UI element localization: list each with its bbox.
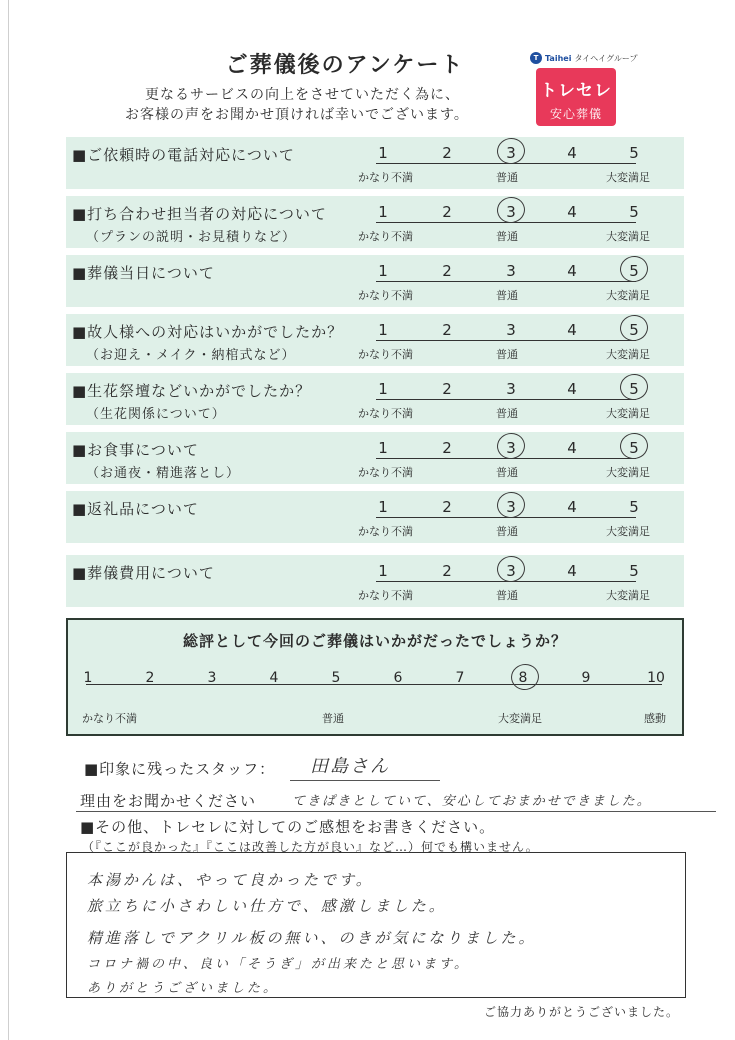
rating-option-5[interactable]: 5 (629, 498, 639, 516)
taihei-mark-icon: T (530, 52, 542, 64)
rating-option-2[interactable]: 2 (442, 144, 452, 162)
rating-option-3[interactable]: 3 (506, 380, 516, 398)
other-label: ■その他、トレセレに対してのご感想をお書きください。 (80, 818, 496, 836)
brand-group-name: タイヘイグループ (574, 53, 638, 63)
rating-option-4[interactable]: 4 (567, 439, 577, 457)
rating-option-1[interactable]: 1 (378, 144, 388, 162)
rating-option-4[interactable]: 4 (567, 321, 577, 339)
survey-title: ご葬儀後のアンケート (225, 53, 465, 78)
page-edge (8, 0, 9, 1040)
rating-option-3[interactable]: 3 (506, 498, 516, 516)
selected-rating-circle (618, 431, 650, 461)
question-title: ■返礼品について (72, 500, 199, 518)
rating-option-5[interactable]: 5 (629, 562, 639, 580)
overall-label-mid: 普通 (322, 712, 344, 725)
overall-option-7[interactable]: 7 (455, 670, 465, 686)
selected-rating-circle (495, 136, 527, 166)
question-title: ■お食事について (72, 441, 199, 459)
staff-underline (290, 780, 440, 781)
rating-option-3[interactable]: 3 (506, 321, 516, 339)
rating-option-2[interactable]: 2 (442, 203, 452, 221)
overall-title: 総評として今回のご葬儀はいかがだったでしょうか？ (182, 632, 567, 650)
overall-option-10[interactable]: 10 (647, 670, 665, 686)
scale-label-low: かなり不満 (358, 589, 413, 602)
rating-option-4[interactable]: 4 (567, 498, 577, 516)
overall-option-3[interactable]: 3 (207, 670, 217, 686)
selected-rating-circle (618, 313, 650, 343)
rating-option-4[interactable]: 4 (567, 203, 577, 221)
rating-option-3[interactable]: 3 (506, 439, 516, 457)
selected-rating-circle (618, 254, 650, 284)
rating-option-5[interactable]: 5 (629, 439, 639, 457)
scale-label-mid: 普通 (496, 230, 518, 243)
rating-option-4[interactable]: 4 (567, 380, 577, 398)
scale-line (376, 399, 636, 400)
question-title: ■故人様への対応はいかがでしたか？ (72, 323, 344, 341)
question-subtitle: （プランの説明・お見積りなど） (86, 230, 297, 245)
overall-option-8[interactable]: 8 (518, 670, 528, 686)
selected-rating-circle (495, 195, 527, 225)
rating-option-3[interactable]: 3 (506, 562, 516, 580)
brand-group (530, 52, 645, 64)
question-row (66, 137, 684, 189)
rating-option-1[interactable]: 1 (378, 262, 388, 280)
rating-option-1[interactable]: 1 (378, 380, 388, 398)
question-subtitle: （お通夜・精進落とし） (86, 466, 241, 481)
overall-option-4[interactable]: 4 (269, 670, 279, 686)
rating-option-1[interactable]: 1 (378, 321, 388, 339)
selected-rating-circle (495, 554, 527, 584)
reason-underline (76, 811, 716, 812)
rating-option-1[interactable]: 1 (378, 439, 388, 457)
selected-rating-circle (495, 490, 527, 520)
comment-line: コロナ禍の中、良い「そうぎ」が出来たと思います。 (87, 957, 470, 972)
comment-line: 精進落しでアクリル板の無い、のきが気になりました。 (87, 929, 537, 947)
rating-option-5[interactable]: 5 (629, 380, 639, 398)
question-row (66, 196, 684, 248)
intro-line-2: お客様の声をお聞かせ頂ければ幸いでございます。 (125, 107, 469, 123)
overall-option-2[interactable]: 2 (145, 670, 155, 686)
scale-label-low: かなり不満 (358, 230, 413, 243)
reason-label: 理由をお聞かせください (80, 792, 257, 810)
rating-option-4[interactable]: 4 (567, 262, 577, 280)
scale-label-high: 大変満足 (606, 171, 650, 184)
overall-rating-box (66, 618, 684, 736)
staff-name: 田島さん (310, 756, 390, 777)
scale-label-low: かなり不満 (358, 348, 413, 361)
overall-option-1[interactable]: 1 (83, 670, 93, 686)
scale-label-low: かなり不満 (358, 171, 413, 184)
comment-line: ありがとうございました。 (87, 981, 280, 996)
reason-text: てきぱきとしていて、安心しておまかせできました。 (292, 794, 652, 809)
scale-label-high: 大変満足 (606, 348, 650, 361)
question-row (66, 373, 684, 425)
overall-option-6[interactable]: 6 (393, 670, 403, 686)
other-note: （『ここが良かった』『ここは改善した方が良い』など…）何でも構いません。 (82, 840, 539, 854)
rating-option-5[interactable]: 5 (629, 144, 639, 162)
brand-box (536, 68, 616, 126)
scale-label-mid: 普通 (496, 466, 518, 479)
rating-option-5[interactable]: 5 (629, 262, 639, 280)
overall-label-high: 大変満足 (498, 712, 542, 725)
question-row (66, 255, 684, 307)
scale-label-high: 大変満足 (606, 289, 650, 302)
question-subtitle: （生花関係について） (86, 407, 226, 422)
rating-option-1[interactable]: 1 (378, 562, 388, 580)
scale-label-high: 大変満足 (606, 230, 650, 243)
question-subtitle: （お迎え・メイク・納棺式など） (86, 348, 296, 363)
scale-label-high: 大変満足 (606, 407, 650, 420)
scale-label-mid: 普通 (496, 407, 518, 420)
comment-line: 旅立ちに小さわしい仕方で、感激しました。 (87, 897, 447, 915)
scale-label-high: 大変満足 (606, 589, 650, 602)
rating-option-2[interactable]: 2 (442, 439, 452, 457)
question-title: ■葬儀費用について (72, 564, 215, 582)
rating-option-2[interactable]: 2 (442, 498, 452, 516)
rating-option-5[interactable]: 5 (629, 203, 639, 221)
question-row (66, 432, 684, 484)
overall-option-9[interactable]: 9 (581, 670, 591, 686)
scale-label-mid: 普通 (496, 289, 518, 302)
rating-option-3[interactable]: 3 (506, 262, 516, 280)
rating-option-3[interactable]: 3 (506, 203, 516, 221)
rating-option-4[interactable]: 4 (567, 562, 577, 580)
question-row (66, 314, 684, 366)
selected-rating-circle (495, 431, 527, 461)
rating-option-3[interactable]: 3 (506, 144, 516, 162)
scale-label-mid: 普通 (496, 525, 518, 538)
scale-label-low: かなり不満 (358, 407, 413, 420)
question-row (66, 555, 684, 607)
question-row (66, 491, 684, 543)
scale-label-mid: 普通 (496, 171, 518, 184)
scale-label-high: 大変満足 (606, 466, 650, 479)
brand-group-latin: Taihei (545, 53, 572, 63)
question-title: ■打ち合わせ担当者の対応について (72, 205, 327, 223)
question-title: ■生花祭壇などいかがでしたか？ (72, 382, 312, 400)
scale-line (376, 281, 636, 282)
rating-option-2[interactable]: 2 (442, 380, 452, 398)
thanks-text: ご協力ありがとうございました。 (484, 1005, 680, 1019)
rating-option-1[interactable]: 1 (378, 498, 388, 516)
overall-option-5[interactable]: 5 (331, 670, 341, 686)
brand-logo (530, 52, 645, 126)
overall-label-top: 感動 (644, 712, 666, 725)
rating-option-1[interactable]: 1 (378, 203, 388, 221)
scale-label-low: かなり不満 (358, 289, 413, 302)
intro-line-1: 更なるサービスの向上をさせていただく為に、 (145, 87, 460, 103)
selected-rating-circle (618, 372, 650, 402)
rating-option-4[interactable]: 4 (567, 144, 577, 162)
overall-selected-circle (509, 662, 541, 692)
comment-line: 本湯かんは、やって良かったです。 (87, 871, 374, 889)
comment-box (66, 852, 686, 998)
brand-subtitle: 安心葬儀 (549, 107, 602, 121)
scale-label-low: かなり不満 (358, 466, 413, 479)
scale-label-mid: 普通 (496, 348, 518, 361)
scale-label-high: 大変満足 (606, 525, 650, 538)
scale-label-low: かなり不満 (358, 525, 413, 538)
rating-option-5[interactable]: 5 (629, 321, 639, 339)
rating-option-2[interactable]: 2 (442, 562, 452, 580)
scale-label-mid: 普通 (496, 589, 518, 602)
question-title: ■葬儀当日について (72, 264, 215, 282)
question-title: ■ご依頼時の電話対応について (72, 146, 295, 164)
brand-name: トレセレ (540, 81, 612, 101)
overall-label-low: かなり不満 (82, 712, 137, 725)
staff-label: ■印象に残ったスタッフ： (84, 760, 276, 778)
rating-option-2[interactable]: 2 (442, 321, 452, 339)
rating-option-2[interactable]: 2 (442, 262, 452, 280)
scale-line (376, 340, 636, 341)
